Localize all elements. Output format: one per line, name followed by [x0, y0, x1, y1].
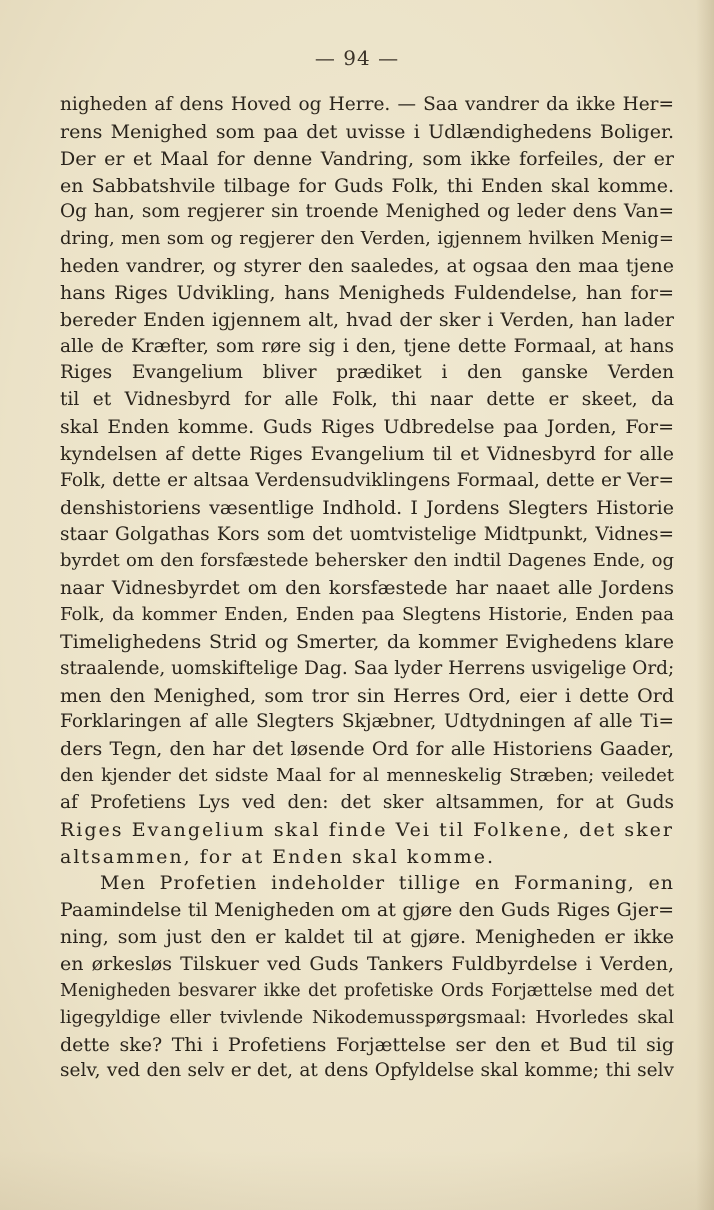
text-line-19: naar Vidnesbyrdet om den korsfæstede har naaet alle Jordens: [60, 577, 674, 600]
text-line-24: Forklaringen af alle Slegters Skjæbner, Udtydningen af alle Ti=: [60, 711, 674, 733]
text-line-23: men den Menighed, som tror sin Herres Ord, eier i dette Ord: [60, 684, 674, 707]
text-line-20: Folk, da kommer Enden, Enden paa Slegtens Historie, Enden paa: [60, 604, 674, 626]
text-line-13: skal Enden komme. Guds Riges Udbredelse paa Jorden, For=: [60, 416, 674, 439]
text-line-29: altsammen, for at Enden skal komme.: [60, 845, 496, 868]
text-line-32: ning, som just den er kaldet til at gjøre. Menigheden er ikke: [60, 926, 674, 949]
text-line-7: heden vandrer, og styrer den saaledes, at ogsaa den maa tjene: [60, 255, 674, 278]
text-line-15: Folk, dette er altsaa Verdensudviklingens Formaal, dette er Ver=: [60, 469, 674, 491]
text-line-21: Timelighedens Strid og Smerter, da kommer Evighedens klare: [60, 630, 674, 653]
text-line-2: rens Menighed som paa det uvisse i Udlændighedens Boliger.: [60, 120, 674, 143]
text-line-34: Menigheden besvarer ikke det profetiske Ords Forjættelse med det: [60, 980, 674, 1001]
text-line-25: ders Tegn, den har det løsende Ord for alle Historiens Gaader,: [60, 738, 674, 761]
text-line-6: dring, men som og regjerer den Verden, igjennem hvilken Menig=: [60, 228, 674, 250]
text-line-3: Der er et Maal for denne Vandring, som ikke forfeiles, der er: [60, 147, 674, 170]
text-line-37: selv, ved den selv er det, at dens Opfyldelse skal komme; thi selv: [60, 1060, 674, 1082]
text-line-14: kyndelsen af dette Riges Evangelium til et Vidnesbyrd for alle: [60, 442, 674, 465]
text-line-16: denshistoriens væsentlige Indhold. I Jordens Slegters Historie: [60, 496, 674, 519]
text-line-18: byrdet om den forsfæstede behersker den indtil Dagenes Ende, og: [60, 550, 674, 572]
text-line-12: til et Vidnesbyrd for alle Folk, thi naar dette er skeet, da: [60, 389, 674, 411]
text-line-5: Og han, som regjerer sin troende Menighed og leder dens Van=: [60, 201, 674, 223]
text-line-22: straalende, uomskiftelige Dag. Saa lyder Herrens usvigelige Ord;: [60, 657, 674, 679]
text-line-17: staar Golgathas Kors som det uomtvistelige Midtpunkt, Vidnes=: [60, 523, 674, 545]
page-edge-shadow: [696, 0, 714, 1210]
page-bottom-shade: [0, 1150, 714, 1210]
text-line-30: Men Profetien indeholder tillige en Formaning, en: [100, 872, 674, 895]
text-line-10: alle de Kræfter, som røre sig i den, tjene dette Formaal, at hans: [60, 335, 674, 357]
text-line-1: nigheden af dens Hoved og Herre. — Saa vandrer da ikke Her=: [60, 94, 674, 115]
text-line-4: en Sabbatshvile tilbage for Guds Folk, thi Enden skal komme.: [60, 174, 674, 197]
body-text: [60, 92, 674, 1085]
text-line-8: hans Riges Udvikling, hans Menigheds Fuldendelse, han for=: [60, 281, 674, 304]
text-line-28: Riges Evangelium skal finde Vei til Folkene, det sker: [60, 818, 674, 841]
text-line-27: af Profetiens Lys ved den: det sker altsammen, for at Guds: [60, 791, 674, 813]
text-line-9: bereder Enden igjennem alt, hvad der sker i Verden, han lader: [60, 308, 674, 331]
text-line-26: den kjender det sidste Maal for al menneskelig Stræben; veiledet: [60, 765, 674, 787]
text-line-36: dette ske? Thi i Profetiens Forjættelse ser den et Bud til sig: [60, 1033, 674, 1056]
text-line-31: Paamindelse til Menigheden om at gjøre den Guds Riges Gjer=: [60, 899, 674, 922]
page-number: — 94 —: [314, 46, 400, 70]
text-line-33: en ørkesløs Tilskuer ved Guds Tankers Fuldbyrdelse i Verden,: [60, 953, 674, 975]
text-line-11: Riges Evangelium bliver prædiket i den ganske Verden: [60, 362, 674, 384]
text-line-35: ligegyldige eller tvivlende Nikodemusspørgsmaal: Hvorledes skal: [60, 1006, 674, 1028]
